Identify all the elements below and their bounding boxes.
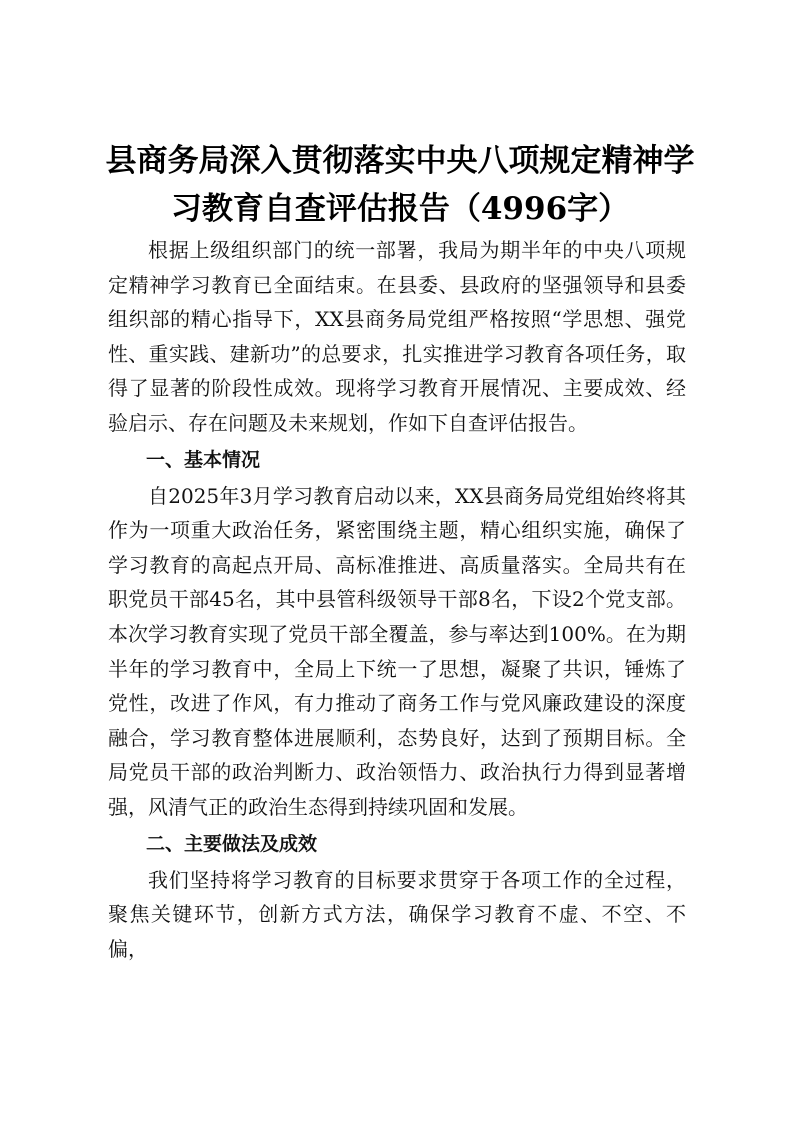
section-heading-basic-situation: 一、基本情况 bbox=[146, 448, 261, 471]
document-title: 县商务局深入贯彻落实中央八项规定精神学习教育自查评估报告（4996字） bbox=[105, 143, 695, 227]
basic-situation-paragraph: 自2025年3月学习教育启动以来，XX县商务局党组始终将其作为一项重大政治任务，紧密围绕主题，精心组织实施，确保了学习教育的高起点开局、高标准推进、高质量落实。全局共有在职党员干部45名，其中县管科级领导干部8名，下设2个党支部。本次学习教育实现了党员干部全覆盖，参与率达到100%。在为期半年的学习教育中，全局上下统一了思想，凝聚了共识，锤炼了党性，改进了作风，有力推动了商务工作与党风廉政建设的深度融合，学习教育整体进展顺利，态势良好，达到了预期目标。全局党员干部的政治判断力、政治领悟力、政治执行力得到显著增强，风清气正的政治生态得到持续巩固和发展。 bbox=[108, 483, 686, 819]
intro-paragraph: 根据上级组织部门的统一部署，我局为期半年的中央八项规定精神学习教育已全面结束。在县委、县政府的坚强领导和县委组织部的精心指导下，XX县商务局党组严格按照“学思想、强党性、重实践、建新功”的总要求，扎实推进学习教育各项任务，取得了显著的阶段性成效。现将学习教育开展情况、主要成效、经验启示、存在问题及未来规划，作如下自查评估报告。 bbox=[108, 238, 686, 435]
document-body bbox=[108, 233, 686, 966]
section-heading-main-practices: 二、主要做法及成效 bbox=[146, 832, 318, 855]
main-practices-paragraph: 我们坚持将学习教育的目标要求贯穿于各项工作的全过程，聚焦关键环节，创新方式方法，确保学习教育不虚、不空、不偏， bbox=[108, 867, 686, 961]
